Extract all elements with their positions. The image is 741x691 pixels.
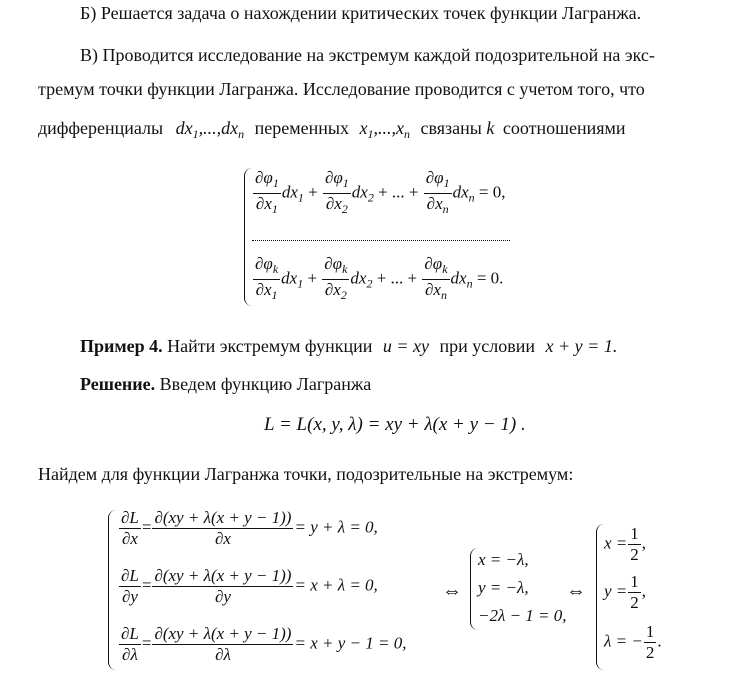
solution-label: Решение. (80, 374, 156, 394)
system1-row2: $\frac{\partial\varphi_k}{\partial x_1}$ $dx_1$ + $\frac{\partial\varphi_k}{\partial x_2}$ $dx_2$ + ... + $\frac{\partial\varphi_k}{\partial x_n}$ $dx_n = 0$. (255, 254, 504, 302)
text-differentials: дифференциалы (38, 118, 164, 138)
step-v-line-3 (38, 117, 626, 145)
example-condition-text: при условии (439, 336, 536, 356)
step-v-line-2: тремум точки функции Лагранжа. Исследование проводится с учетом того, что (38, 79, 645, 99)
system4-row-x: x = $\frac{1}{2}$ , (604, 524, 647, 564)
system4-row-lambda: λ = − $\frac{1}{2}$ . (604, 622, 662, 662)
system2-brace (108, 510, 117, 670)
math-u-eq: u = xy (382, 336, 430, 356)
system4-brace (596, 524, 604, 670)
solution-line (80, 373, 371, 395)
system3-row3: −2λ − 1 = 0, (478, 606, 567, 625)
system1-row1: $\frac{\partial\varphi_1}{\partial x_1}$ $dx_1$ + $\frac{\partial\varphi_1}{\partial x_2}$ $dx_2$ + ... + $\frac{\partial\varphi_1}{\partial x_n}$ $dx_n = 0$, (255, 168, 506, 216)
system4-row-y: y = $\frac{1}{2}$ , (604, 572, 647, 612)
lagrange-function: L = L(x, y, λ) = xy + λ(x + y − 1) . (264, 414, 526, 435)
system3-row1: x = −λ, (478, 550, 529, 569)
math-x-list: $x_1,...,x_n$ (359, 118, 410, 141)
iff-symbol-2: ⇔ (566, 580, 586, 602)
solution-text: Введем функцию Лагранжа (159, 374, 372, 394)
text-variables: переменных (254, 118, 349, 138)
step-b-line: Б) Решается задача о нахождении критических точек функции Лагранжа. (80, 3, 642, 23)
system2-row1: $\frac{\partial L}{\partial x}$ = $\frac{\partial(xy + \lambda(x + y - 1))}{\partial x}$ = y + λ = 0, (121, 508, 378, 548)
system3-row2: y = −λ, (478, 578, 529, 597)
system2-row3: $\frac{\partial L}{\partial\lambda}$ = $\frac{\partial(xy + \lambda(x + y - 1))}{\partial\lambda}$ = x + y − 1 = 0, (121, 624, 407, 664)
text-relations: соотношениями (502, 118, 626, 138)
find-line: Найдем для функции Лагранжа точки, подозрительные на экстремум: (38, 464, 574, 484)
example-text: Найти экстремум функции (167, 336, 373, 356)
iff-symbol-1: ⇔ (442, 580, 462, 602)
system1-dotted-separator (252, 240, 510, 241)
example-line (80, 335, 617, 357)
system3-brace (470, 548, 478, 630)
math-condition: x + y = 1. (545, 336, 618, 356)
example-label: Пример 4. (80, 336, 163, 356)
step-v-line-1: В) Проводится исследование на экстремум каждой подозрительной на экс- (80, 45, 655, 65)
math-dx-list: $dx_1,...,dx_n$ (175, 118, 245, 141)
math-k: k (486, 118, 495, 138)
text-connected: связаны (420, 118, 482, 138)
system2-row2: $\frac{\partial L}{\partial y}$ = $\frac{\partial(xy + \lambda(x + y - 1))}{\partial y}$ = x + λ = 0, (121, 566, 378, 606)
